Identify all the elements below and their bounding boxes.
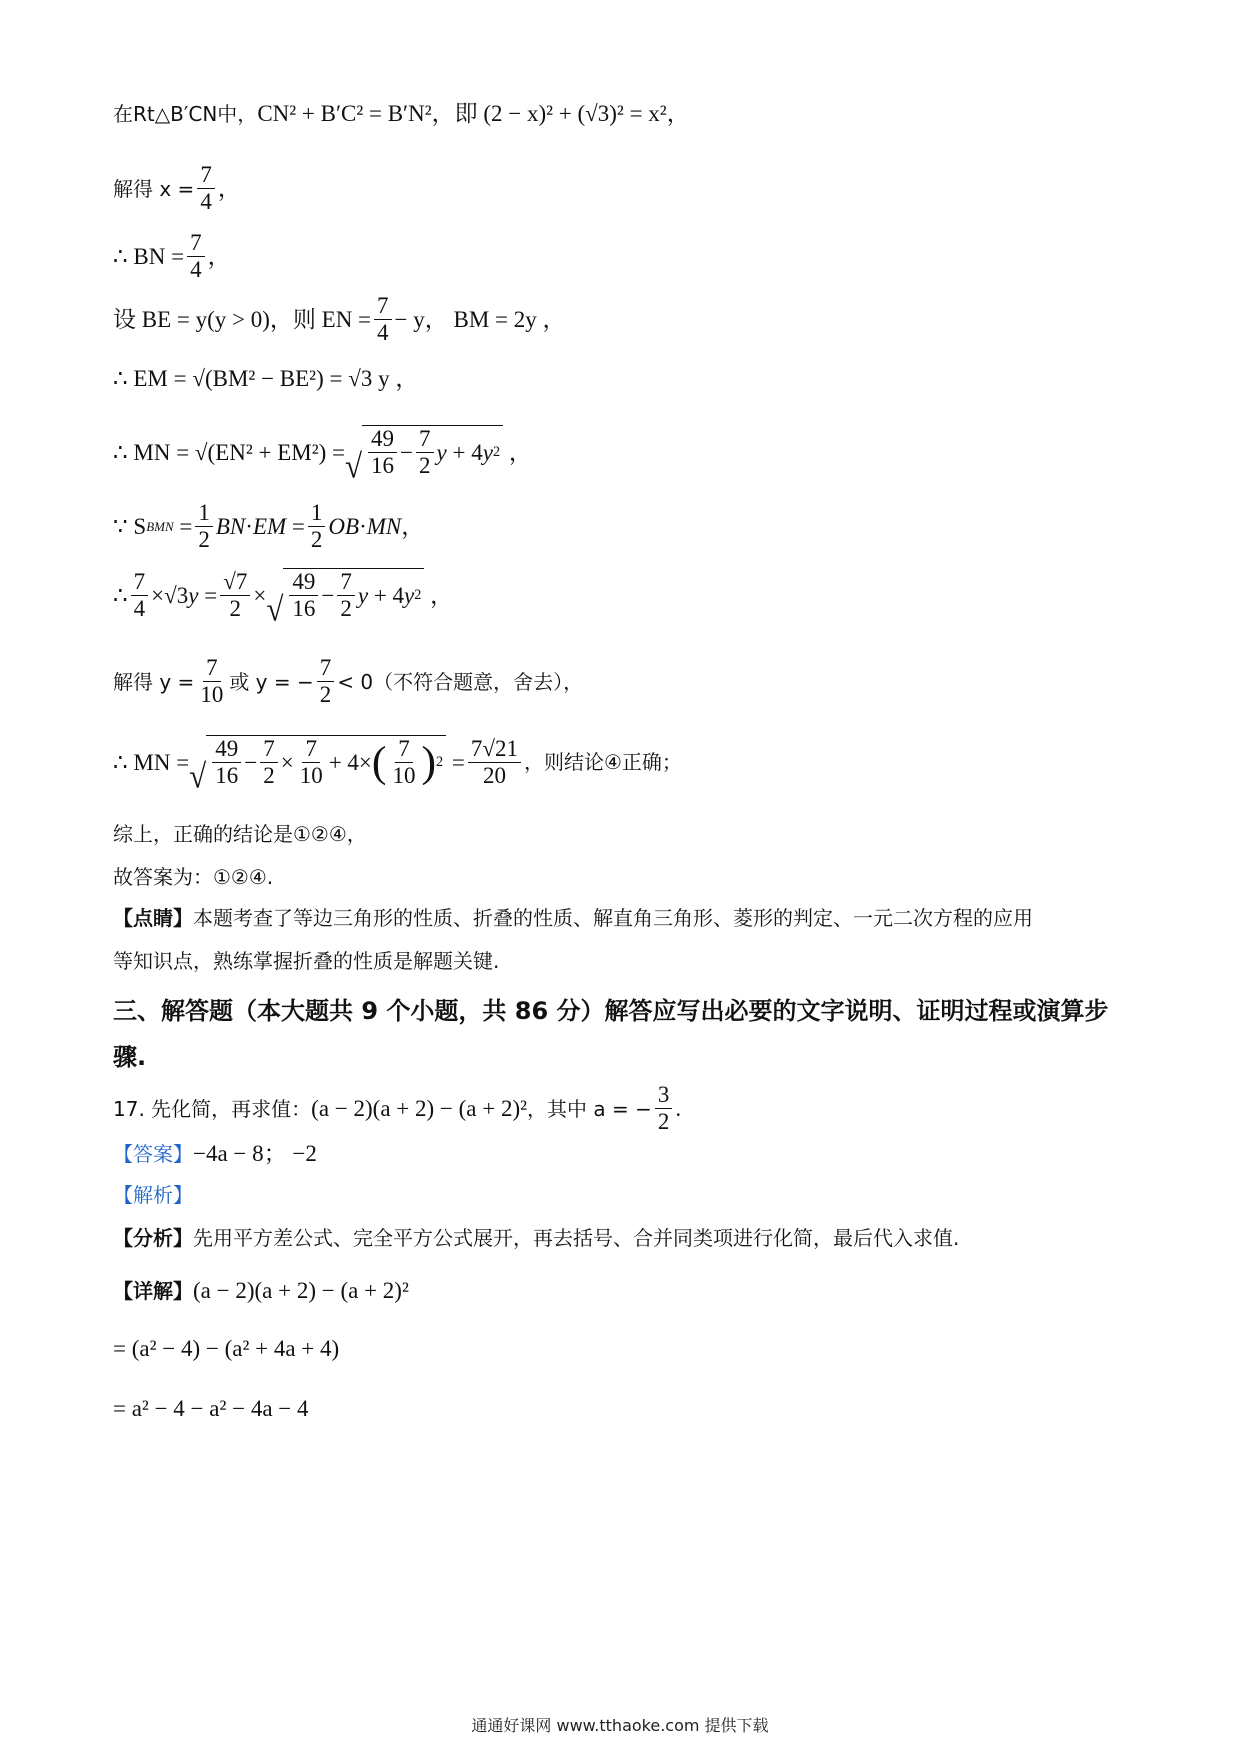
line10-suffix: ，则结论④正确； bbox=[524, 750, 682, 775]
line-mn-result: ∴ MN = √ $\frac{49}{16}$ − $\frac{7}{2}$ × $\frac{7}{10}$ + 4× ( $\frac{7}{10}$ ) 2 = $\frac{7√21}{20}$ ，则结论④正确； bbox=[113, 735, 682, 795]
answer-text: −4a − 8； −2 bbox=[193, 1141, 317, 1166]
fenxi-line bbox=[113, 1226, 1130, 1250]
line-set-be bbox=[113, 293, 1130, 347]
fraction-7-4-b: $\frac{7}{4}$ bbox=[187, 230, 205, 284]
fenxi-tag: 【分析】 bbox=[113, 1226, 193, 1250]
line-mn: ∴ MN = √(EN² + EM²) = √ $\frac{49}{16}$ − $\frac{7}{2}$ y + 4 y 2 ， bbox=[113, 426, 532, 485]
analysis-line bbox=[113, 1183, 1130, 1207]
answer-tag: 【答案】 bbox=[113, 1141, 193, 1166]
line3-prefix: ∴ BN = bbox=[113, 244, 185, 270]
analysis-tag: 【解析】 bbox=[113, 1183, 193, 1207]
line-rt-triangle bbox=[113, 100, 1130, 128]
line-summary bbox=[113, 822, 1130, 846]
dianjing-text: 本题考查了等边三角形的性质、折叠的性质、解直角三角形、菱形的判定、一元二次方程的应用 bbox=[193, 906, 1033, 930]
line-solve-y: 解得 y = $\frac{7}{10}$ 或 y = − $\frac{7}{2}$ < 0（不符合题意，舍去）， bbox=[113, 655, 584, 708]
q17-expression: (a − 2)(a + 2) − (a + 2)² bbox=[311, 1096, 528, 1122]
fraction-7-4-c: $\frac{7}{4}$ bbox=[374, 293, 392, 347]
section-title-line1 bbox=[113, 997, 1130, 1026]
line-solve-x: 解得 x = $\frac{7}{4}$ ， bbox=[113, 162, 241, 215]
fenxi-text: 先用平方差公式、完全平方公式展开，再去括号、合并同类项进行化简，最后代入求值. bbox=[193, 1226, 960, 1250]
detail-tag: 【详解】 bbox=[113, 1278, 193, 1303]
line10-prefix: ∴ MN = bbox=[113, 749, 190, 775]
line-dianjing bbox=[113, 906, 1130, 930]
fraction-7-4: $\frac{7}{4}$ bbox=[197, 162, 215, 216]
line9-suffix: < 0（不符合题意，舍去）， bbox=[337, 669, 584, 694]
section-title-line2 bbox=[113, 1043, 1130, 1072]
dianjing-tag: 【点睛】 bbox=[113, 906, 193, 930]
line-bn: ∴ BN = $\frac{7}{4}$ ， bbox=[113, 230, 231, 283]
line2-prefix: 解得 x = bbox=[113, 176, 195, 201]
line8-prefix: ∴ bbox=[113, 582, 128, 608]
line7-prefix: ∵ S bbox=[113, 514, 147, 540]
q17-prefix: 17. 先化简，再求值： bbox=[113, 1096, 312, 1121]
line-equation-y: ∴ $\frac{7}{4}$ ×√3 y = $\frac{√7}{2}$ × √ $\frac{49}{16}$ − $\frac{7}{2}$ y + 4 y 2 ， bbox=[113, 568, 454, 628]
step2-text: = a² − 4 − a² − 4a − 4 bbox=[113, 1396, 309, 1421]
line4-prefix: 设 BE = y(y > 0)，则 EN = bbox=[113, 307, 372, 333]
line9-mid: 或 y = − bbox=[229, 669, 314, 694]
q17-mid: ，其中 a = − bbox=[527, 1096, 652, 1121]
detail-expression: (a − 2)(a + 2) − (a + 2)² bbox=[193, 1278, 409, 1303]
step1-line bbox=[113, 1335, 1130, 1363]
line9-prefix: 解得 y = bbox=[113, 669, 195, 694]
line-area: ∵ S BMN = $\frac{1}{2}$ BN · EM = $\frac{1}{2}$ OB · MN ， bbox=[113, 500, 425, 553]
line-final-answer bbox=[113, 865, 1130, 889]
line6-prefix: ∴ MN = √(EN² + EM²) = bbox=[113, 439, 345, 465]
line11-text: 综上，正确的结论是①②④， bbox=[113, 822, 367, 846]
line1-equation: CN² + B′C² = B′N²，即 (2 − x)² + (√3)² = x²， bbox=[257, 101, 690, 126]
line12-text: 故答案为：①②④. bbox=[113, 865, 274, 889]
step1-text: = (a² − 4) − (a² + 4a + 4) bbox=[113, 1336, 340, 1361]
detail-line bbox=[113, 1277, 1130, 1305]
sqrt-expression-1: √ $\frac{49}{16}$ − $\frac{7}{2}$ y + 4 y 2 bbox=[345, 425, 503, 480]
line4-suffix: − y， BM = 2y ， bbox=[394, 307, 566, 333]
step2-line bbox=[113, 1395, 1130, 1423]
section-title: 三、解答题（本大题共 9 个小题，共 86 分）解答应写出必要的文字说明、证明过程或演算步 bbox=[113, 997, 1109, 1025]
line-em bbox=[113, 365, 1130, 393]
answer-line bbox=[113, 1140, 1130, 1168]
question-17: 17. 先化简，再求值： (a − 2)(a + 2) − (a + 2)² ，其中 a = − $\frac{3}{2}$ . bbox=[113, 1082, 682, 1135]
section-title-cont: 骤. bbox=[113, 1043, 147, 1071]
line1-prefix: 在Rt△B′CN中， bbox=[113, 101, 258, 126]
dianjing-text-2: 等知识点，熟练掌握折叠的性质是解题关键. bbox=[113, 949, 500, 973]
line5-text: ∴ EM = √(BM² − BE²) = √3 y ， bbox=[113, 366, 419, 391]
line7-sub: BMN bbox=[146, 519, 174, 535]
page-footer: 通通好课网 www.tthaoke.com 提供下载 bbox=[471, 1716, 769, 1735]
line-dianjing-cont bbox=[113, 949, 1130, 973]
